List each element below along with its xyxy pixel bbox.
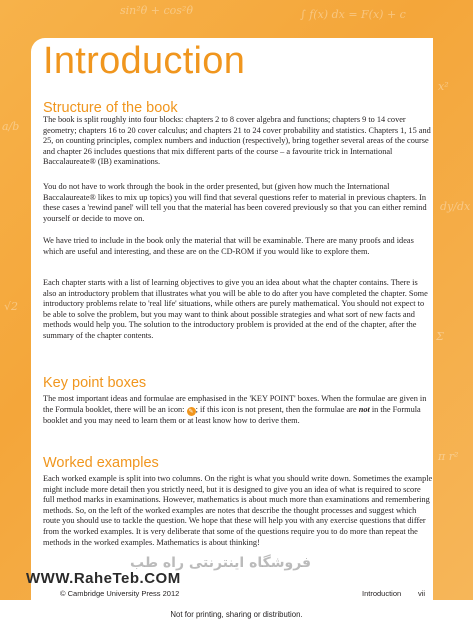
background-panel: ∫ f(x) dx = F(x) + c sin²θ + cos²θ x² dy/dx Σ π r² a/b √2: [0, 0, 473, 600]
key-point-text-3: in the Formula booklet and you may need to learn them or at least know how to derive them.: [43, 404, 421, 425]
key-point-text-2: ; if this icon is not present, then the formulae are: [195, 404, 357, 414]
key-point-emphasis: not: [358, 404, 370, 414]
formula-booklet-icon: ✎: [188, 407, 194, 415]
section-heading-worked-examples: Worked examples: [43, 455, 159, 471]
page-title: Introduction: [43, 40, 246, 82]
paragraph-key-point: [43, 394, 433, 426]
section-heading-key-point: Key point boxes: [43, 375, 147, 391]
paragraph-structure-2: You do not have to work through the book in the order presented, but (given how much the International Baccalaureate® likes to mix up topics) you will find that several questions refer to material in previous chapters. In these cases a 'rewind panel' will tell you that the material has been covered previously so that you can either remind yourself or decide to move on.: [43, 182, 427, 223]
footer-page-number: vii: [418, 589, 426, 598]
paragraph-structure-4: Each chapter starts with a list of learning objectives to give you an idea about what the chapter contains. There is also an introductory problem that illustrates what you will be able to do after you have completed the chapter. Some introductory problems relate to 'real life' situations, while others are purely mathematical. You should not expect to be able to solve the problem, but you may want to think about possible strategies and what sort of new facts and methods would help you. The solution to the introductory problem is provided at the end of the chapter, after the summary of the chapter contents.: [43, 278, 428, 340]
section-heading-structure: Structure of the book: [43, 100, 178, 116]
watermark-url: WWW.RaheTeb.COM: [26, 570, 181, 587]
footer-copyright: © Cambridge University Press 2012: [60, 589, 180, 598]
key-point-text-1: The most important ideas and formulae are emphasised in the 'KEY POINT' boxes. When the formulae are given in the Formula booklet, there will be an icon:: [43, 394, 427, 414]
footer-running-head: Introduction: [362, 589, 402, 598]
paragraph-structure-3: We have tried to include in the book only the material that will be examinable. There are many proofs and ideas which are useful and interesting, and these are on the CD-ROM if you would like to explore them.: [43, 236, 414, 256]
distribution-note: Not for printing, sharing or distribution.: [170, 610, 303, 619]
paragraph-worked-examples: Each worked example is split into two columns. On the right is what you should write down. Sometimes the example might include more detail then you strictly need, but it is designed to give you an idea of what is required to score full method marks in examinations. However, mathematics is about much more than examinations and remembering methods. So, on the left of the worked examples are notes that describe the thought processes and suggest which route you should use to tackle the question. We hope that these will help you with any exercise questions that differ from the worked examples. It is very deliberate that some of the questions require you to do more than repeat the methods in the worked examples. Mathematics is about thinking!: [43, 474, 433, 547]
paragraph-structure-1: The book is split roughly into four blocks: chapters 2 to 8 cover algebra and functions; chapters 9 to 14 cover geometry; chapters 16 to 20 cover calculus; and chapters 21 to 24 cover probability and statistics. Chapters 1, 15 and 25, on counting principles, complex numbers and induction (respectively), bring together several areas of the course and chapter 26 includes questions that mix different parts of the course – a favourite trick in International Baccalaureate® (IB) examinations.: [43, 115, 431, 167]
watermark-persian: فروشگاه اینترنتی راه طب: [130, 555, 312, 571]
